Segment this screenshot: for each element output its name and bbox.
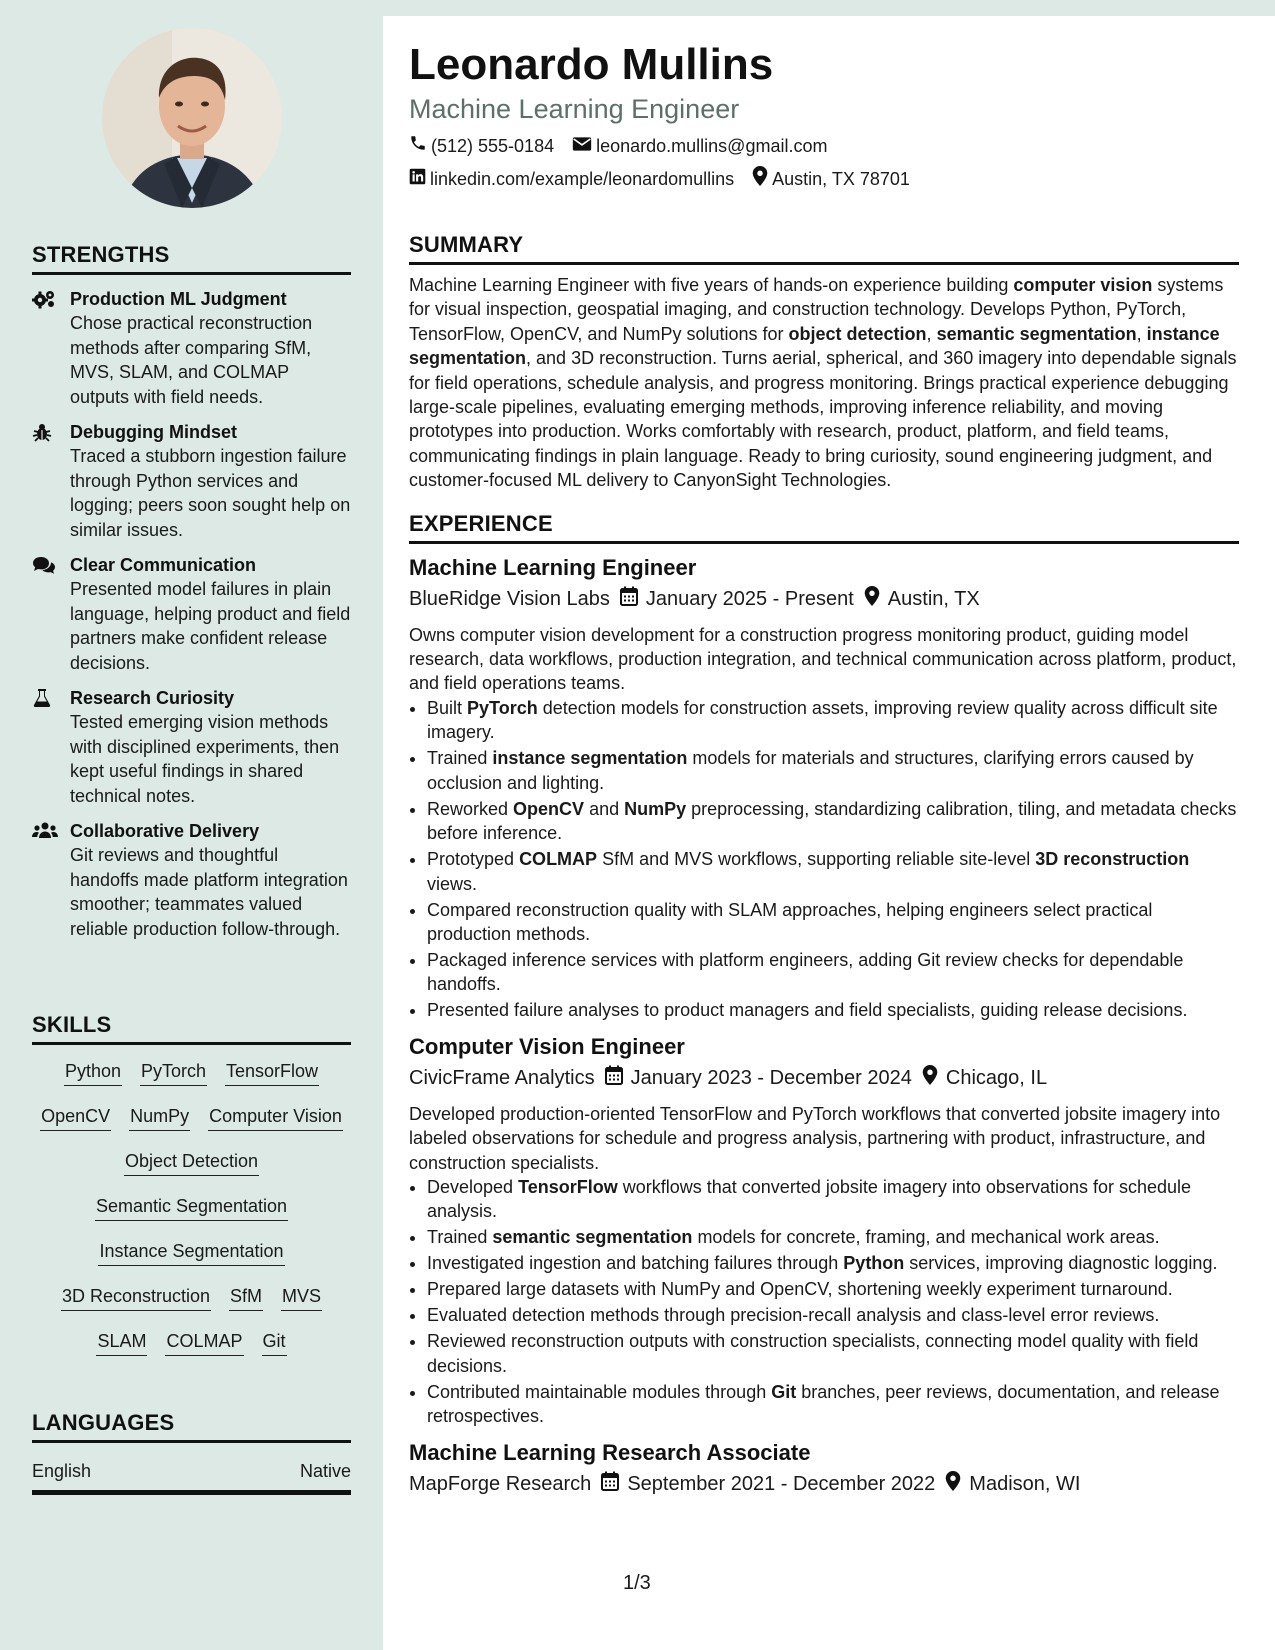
text-segment: branches, peer reviews, documentation, and release retrospectives. <box>427 1381 1220 1427</box>
company-name: BlueRidge Vision Labs <box>409 588 610 611</box>
text-segment: Compared reconstruction quality with SLAM approaches, helping engineers select practical production methods. <box>427 899 1153 944</box>
bullet-item <box>427 1175 1239 1224</box>
skill-tag: Git <box>262 1329 287 1356</box>
strengths-section <box>32 242 351 941</box>
bold-keyword: NumPy <box>624 798 687 819</box>
skill-tag: MVS <box>281 1284 322 1311</box>
skill-tag: COLMAP <box>165 1329 243 1356</box>
strength-title: Debugging Mindset <box>70 422 237 442</box>
bullet-item <box>427 1277 1239 1301</box>
bold-keyword: instance segmentation <box>409 323 1220 369</box>
dates-text: January 2023 - December 2024 <box>630 1067 912 1090</box>
job-dates <box>620 586 854 613</box>
bullet-item <box>427 1251 1239 1275</box>
strength-item <box>32 686 351 808</box>
bold-keyword: semantic segmentation <box>936 323 1137 344</box>
text-segment: , <box>1136 323 1147 344</box>
candidate-name: Leonardo Mullins <box>409 40 774 89</box>
bullet-item <box>427 746 1239 795</box>
map-pin-icon <box>922 1065 938 1092</box>
job-title: Machine Learning Engineer <box>409 554 697 580</box>
strength-description: Git reviews and thoughtful handoffs made platform integration smoother; teammates valued reliable production follow-through. <box>70 845 348 939</box>
calendar-icon <box>620 586 638 613</box>
skill-tag: Python <box>64 1059 122 1086</box>
text-segment: Presented failure analyses to product managers and field specialists, guiding release decisions. <box>427 1000 1188 1021</box>
calendar-icon <box>605 1065 623 1092</box>
people-icon <box>32 819 70 941</box>
job-location <box>945 1471 1080 1498</box>
skills-heading: SKILLS <box>32 1012 351 1045</box>
skill-row <box>32 1194 351 1239</box>
skill-list <box>32 1059 351 1374</box>
text-segment: models for materials and structures, clarifying errors caused by occlusion and lighting. <box>427 748 1194 793</box>
summary-text <box>409 273 1239 493</box>
map-pin-icon <box>752 166 768 192</box>
strength-item <box>32 553 351 675</box>
comments-icon <box>32 553 70 675</box>
strength-title: Production ML Judgment <box>70 289 287 309</box>
bullet-item <box>427 797 1239 846</box>
strength-body <box>70 819 351 941</box>
skill-tag: TensorFlow <box>225 1059 319 1086</box>
job-entry <box>409 554 1239 1023</box>
strength-item <box>32 287 351 409</box>
map-pin-icon <box>864 586 880 613</box>
job-dates <box>605 1065 912 1092</box>
job-dates <box>601 1471 935 1498</box>
languages-section <box>32 1410 351 1495</box>
skill-row <box>32 1149 351 1194</box>
gears-icon <box>32 287 70 409</box>
job-location <box>864 586 980 613</box>
strength-title: Clear Communication <box>70 555 257 575</box>
job-meta <box>409 586 1239 613</box>
text-segment: preprocessing, standardizing calibration, tiling, and metadata checks before inference. <box>427 798 1237 844</box>
dates-text: September 2021 - December 2022 <box>627 1473 936 1496</box>
job-location <box>922 1065 1047 1092</box>
strength-body <box>70 686 351 808</box>
skill-row <box>32 1059 351 1104</box>
text-segment: , <box>926 323 937 344</box>
email-text[interactable]: leonardo.mullins@gmail.com <box>596 136 828 156</box>
calendar-icon <box>601 1471 619 1498</box>
contact-row-1 <box>409 134 1239 158</box>
skill-tag: 3D Reconstruction <box>61 1284 211 1311</box>
experience-heading: EXPERIENCE <box>409 511 1239 544</box>
job-location-text: Madison, WI <box>969 1473 1081 1496</box>
job-location-text: Austin, TX <box>887 588 980 611</box>
bold-keyword: semantic segmentation <box>492 1227 693 1248</box>
languages-heading: LANGUAGES <box>32 1410 351 1443</box>
company-name: MapForge Research <box>409 1473 592 1496</box>
strength-item <box>32 420 351 542</box>
skill-row <box>32 1239 351 1284</box>
text-segment: Trained <box>427 1227 493 1248</box>
strength-body <box>70 287 351 409</box>
skills-section <box>32 1012 351 1374</box>
bold-keyword: OpenCV <box>513 798 585 819</box>
strength-body <box>70 420 351 542</box>
language-row <box>32 1461 351 1495</box>
skill-tag: Object Detection <box>124 1149 259 1176</box>
job-title: Machine Learning Research Associate <box>409 1439 811 1465</box>
language-level: Native <box>299 1461 351 1481</box>
bold-keyword: PyTorch <box>467 697 538 718</box>
bold-keyword: Git <box>771 1381 797 1402</box>
bold-keyword: instance segmentation <box>492 748 688 769</box>
experience-section <box>409 511 1239 1498</box>
phone-icon <box>409 134 427 158</box>
text-segment: systems for visual inspection, geospatial imaging, and construction technology. Develops Python, PyTorch, TensorFlow, OpenCV, and NumPy solutions for <box>409 275 1224 344</box>
location-contact <box>752 166 910 192</box>
skill-tag: OpenCV <box>40 1104 111 1131</box>
skill-row <box>32 1104 351 1149</box>
strength-item <box>32 819 351 941</box>
job-location-text: Chicago, IL <box>945 1067 1048 1090</box>
text-segment: SfM and MVS workflows, supporting reliable site-level <box>597 849 1036 870</box>
bold-keyword: TensorFlow <box>518 1176 618 1197</box>
skill-tag: PyTorch <box>140 1059 207 1086</box>
flask-icon <box>32 686 70 808</box>
bullet-item <box>427 1225 1239 1249</box>
text-segment: workflows that converted jobsite imagery into observations for schedule analysis. <box>427 1176 1192 1222</box>
location-text: Austin, TX 78701 <box>772 169 910 189</box>
dates-text: January 2025 - Present <box>645 588 854 611</box>
text-segment: Investigated ingestion and batching failures through <box>427 1253 844 1274</box>
bullet-item <box>427 1303 1239 1327</box>
skill-row <box>32 1284 351 1329</box>
text-segment: Packaged inference services with platform engineers, adding Git review checks for dependable handoffs. <box>427 949 1184 995</box>
skill-tag: Computer Vision <box>208 1104 343 1131</box>
main-content <box>383 16 1275 1650</box>
linkedin-contact[interactable] <box>409 166 734 192</box>
phone-contact <box>409 134 554 158</box>
strength-description: Chose practical reconstruction methods after comparing SfM, MVS, SLAM, and COLMAP outputs with field needs. <box>70 313 313 407</box>
candidate-role: Machine Learning Engineer <box>409 94 740 124</box>
strength-title: Research Curiosity <box>70 688 235 708</box>
bullet-item <box>427 998 1239 1022</box>
text-segment: models for concrete, framing, and mechanical work areas. <box>692 1227 1160 1248</box>
email-contact[interactable] <box>572 134 827 158</box>
bullet-item <box>427 898 1239 947</box>
strength-description: Tested emerging vision methods with disciplined experiments, then kept useful findings in shared technical notes. <box>70 712 340 806</box>
strengths-heading: STRENGTHS <box>32 242 351 275</box>
summary-section <box>409 232 1239 493</box>
contact-row-2 <box>409 166 1239 192</box>
bold-keyword: 3D reconstruction <box>1035 849 1190 870</box>
language-name: English <box>32 1461 92 1481</box>
text-segment: and <box>584 798 625 819</box>
bullet-item <box>427 696 1239 745</box>
skill-tag: Instance Segmentation <box>98 1239 284 1266</box>
linkedin-icon <box>409 167 426 191</box>
bold-keyword: object detection <box>788 323 927 344</box>
summary-heading: SUMMARY <box>409 232 1239 265</box>
text-segment: Reworked <box>427 798 514 819</box>
bullet-item <box>427 948 1239 997</box>
bug-icon <box>32 420 70 542</box>
job-bullets <box>409 696 1239 1023</box>
bold-keyword: computer vision <box>1013 275 1153 295</box>
text-segment: Prototyped <box>427 849 520 870</box>
skill-tag: SfM <box>229 1284 263 1311</box>
job-entry <box>409 1033 1239 1429</box>
text-segment: Trained <box>427 748 493 769</box>
skill-row <box>32 1329 351 1374</box>
text-segment: Contributed maintainable modules through <box>427 1381 772 1402</box>
text-segment: Evaluated detection methods through precision-recall analysis and class-level error reviews. <box>427 1305 1160 1326</box>
strength-body <box>70 553 351 675</box>
sidebar <box>0 0 383 1650</box>
strength-list <box>32 287 351 941</box>
skill-tag: SLAM <box>96 1329 147 1356</box>
bold-keyword: Python <box>843 1253 905 1274</box>
page-number: 1/3 <box>623 1572 651 1594</box>
text-segment: services, improving diagnostic logging. <box>904 1253 1218 1274</box>
strength-description: Traced a stubborn ingestion failure through Python services and logging; peers soon sought help on similar issues. <box>70 446 351 540</box>
job-description: Owns computer vision development for a construction progress monitoring product, guiding model research, data workflows, production integration, and technical communication across platform, product, and field operations teams. <box>409 624 1237 694</box>
bullet-item <box>427 1329 1239 1378</box>
job-meta <box>409 1065 1239 1092</box>
skill-tag: Semantic Segmentation <box>95 1194 288 1221</box>
envelope-icon <box>572 134 592 158</box>
text-segment: detection models for construction assets, improving review quality across difficult site imagery. <box>427 697 1218 743</box>
job-list <box>409 554 1239 1498</box>
skill-tag: NumPy <box>129 1104 190 1131</box>
bold-keyword: COLMAP <box>519 849 598 870</box>
job-entry <box>409 1439 1239 1498</box>
job-description: Developed production-oriented TensorFlow and PyTorch workflows that converted jobsite imagery into labeled observations for schedule and progress analysis, partnering with product, infrastructure, and construction specialists. <box>409 1103 1221 1173</box>
phone-text: (512) 555-0184 <box>431 136 555 156</box>
text-segment: Machine Learning Engineer with five years of hands-on experience building <box>409 275 1014 295</box>
map-pin-icon <box>945 1471 961 1498</box>
text-segment: Developed <box>427 1176 519 1197</box>
job-title: Computer Vision Engineer <box>409 1033 685 1059</box>
profile-photo <box>102 28 282 208</box>
text-segment: Reviewed reconstruction outputs with construction specialists, connecting model quality with field decisions. <box>427 1331 1199 1376</box>
text-segment: views. <box>427 873 478 894</box>
text-segment: , and 3D reconstruction. Turns aerial, spherical, and 360 imagery into dependable signals for field operations, schedule analysis, and progress monitoring. Brings practical experience debugging large-scale pipelines, evaluating emerging methods, improving inference reliability, and moving prototypes into production. Works comfortably with research, product, platform, and field teams, communicating findings in plain language. Ready to bring curiosity, sound engineering judgment, and customer-focused ML delivery to CanyonSight Technologies. <box>409 348 1237 491</box>
job-meta <box>409 1471 1239 1498</box>
strength-description: Presented model failures in plain language, helping product and field partners make confident release decisions. <box>70 579 351 673</box>
linkedin-text[interactable]: linkedin.com/example/leonardomullins <box>430 169 735 189</box>
text-segment: Built <box>427 697 468 718</box>
bullet-item <box>427 847 1239 896</box>
text-segment: Prepared large datasets with NumPy and OpenCV, shortening weekly experiment turnaround. <box>427 1279 1173 1300</box>
job-bullets <box>409 1175 1239 1429</box>
strength-title: Collaborative Delivery <box>70 821 260 841</box>
company-name: CivicFrame Analytics <box>409 1067 595 1090</box>
bullet-item <box>427 1380 1239 1429</box>
